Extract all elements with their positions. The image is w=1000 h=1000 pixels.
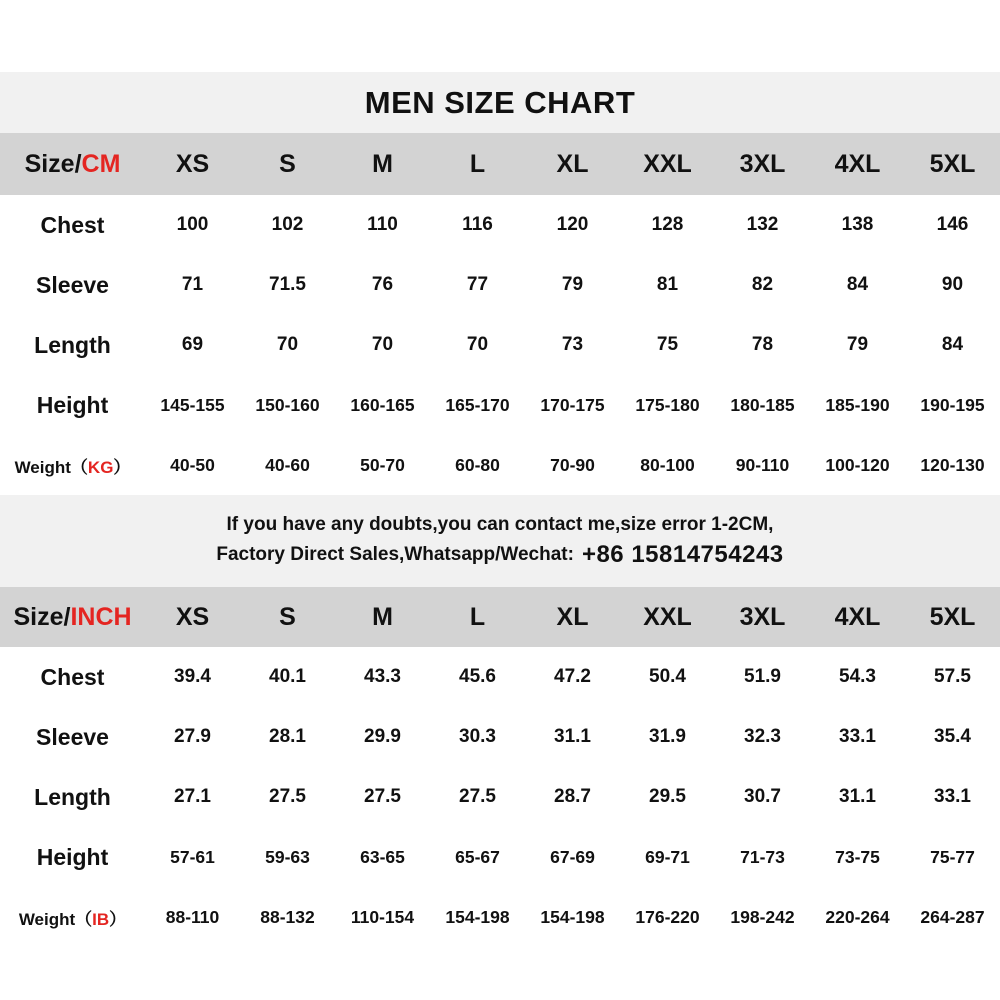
table-row-cm-length	[0, 315, 1000, 375]
weight-unit-kg: KG	[87, 457, 114, 477]
size-column-header: 5XL	[929, 149, 976, 178]
cell-value: 82	[751, 274, 774, 295]
size-column-header: M	[372, 149, 393, 178]
row-label: Chest	[40, 663, 105, 690]
page-title: MEN SIZE CHART	[364, 84, 636, 120]
cell-value: 29.5	[649, 786, 686, 807]
size-column-header: XXL	[643, 149, 692, 178]
table-row-cm-weight	[0, 435, 1000, 495]
cell-value: 71	[181, 274, 204, 295]
inch-header-label	[0, 603, 145, 632]
cell-value: 57-61	[170, 846, 215, 867]
cell-value: 84	[846, 274, 869, 295]
size-column-header: XL	[556, 602, 589, 631]
cell-value: 198-242	[730, 906, 795, 927]
cell-value: 70-90	[550, 454, 595, 475]
size-column-header: 5XL	[929, 602, 976, 631]
row-label	[0, 905, 145, 930]
cell-value: 39.4	[174, 666, 211, 687]
row-label: Length	[34, 783, 111, 810]
row-values	[145, 907, 1000, 928]
table-row-cm-sleeve	[0, 255, 1000, 315]
cell-value: 29.9	[364, 726, 401, 747]
cell-value: 110-154	[350, 906, 415, 927]
cell-value: 47.2	[554, 666, 591, 687]
size-column-header: 3XL	[739, 149, 786, 178]
cell-value: 65-67	[455, 846, 500, 867]
weight-label-suffix: ）	[113, 457, 131, 477]
cell-value: 69	[181, 334, 204, 355]
contact-note-band	[0, 495, 1000, 587]
cell-value: 63-65	[360, 846, 405, 867]
cell-value: 78	[751, 334, 774, 355]
row-label: Height	[36, 843, 109, 870]
size-column-header: XS	[175, 149, 210, 178]
row-values	[145, 334, 1000, 356]
table-row-cm-height	[0, 375, 1000, 435]
cell-value: 102	[271, 214, 304, 235]
size-column-header: L	[469, 149, 486, 178]
cell-value: 165-170	[445, 394, 510, 415]
cell-value: 70	[371, 334, 394, 355]
size-column-header: 4XL	[834, 602, 881, 631]
cell-value: 160-165	[350, 394, 415, 415]
weight-unit-ib: IB	[92, 909, 110, 929]
cell-value: 90-110	[735, 454, 790, 475]
row-values	[145, 786, 1000, 808]
cell-value: 33.1	[934, 786, 971, 807]
cell-value: 35.4	[934, 726, 971, 747]
cell-value: 264-287	[920, 906, 985, 927]
size-column-header: S	[279, 149, 296, 178]
cell-value: 90	[941, 274, 964, 295]
cell-value: 45.6	[459, 666, 496, 687]
cell-value: 88-132	[260, 906, 315, 927]
row-label: Length	[34, 331, 111, 358]
weight-label-suffix: ）	[109, 909, 127, 929]
cell-value: 73-75	[835, 846, 880, 867]
cell-value: 31.1	[839, 786, 876, 807]
cell-value: 40-50	[170, 454, 215, 475]
cell-value: 190-195	[920, 394, 985, 415]
cell-value: 81	[656, 274, 679, 295]
cell-value: 79	[561, 274, 584, 295]
cell-value: 59-63	[265, 846, 310, 867]
cell-value: 27.5	[269, 786, 306, 807]
cell-value: 75-77	[930, 846, 975, 867]
row-label: Sleeve	[36, 723, 109, 750]
cell-value: 154-198	[445, 906, 510, 927]
cell-value: 80-100	[640, 454, 695, 475]
cell-value: 88-110	[165, 906, 220, 927]
cell-value: 84	[941, 334, 964, 355]
row-values	[145, 847, 1000, 868]
inch-header-prefix: Size/	[13, 602, 71, 631]
row-values	[145, 395, 1000, 416]
row-label: Height	[36, 391, 109, 418]
cell-value: 150-160	[255, 394, 320, 415]
note-line-2	[216, 541, 783, 569]
cell-value: 40.1	[269, 666, 306, 687]
cell-value: 73	[561, 334, 584, 355]
row-label: Chest	[40, 211, 105, 238]
cell-value: 116	[462, 214, 493, 235]
cell-value: 32.3	[744, 726, 781, 747]
cell-value: 50.4	[649, 666, 686, 687]
cell-value: 110	[367, 214, 398, 235]
title-band	[0, 72, 1000, 133]
cell-value: 51.9	[744, 666, 781, 687]
cell-value: 27.5	[459, 786, 496, 807]
cell-value: 176-220	[635, 906, 700, 927]
cell-value: 69-71	[645, 846, 690, 867]
table-row-inch-weight	[0, 887, 1000, 947]
cell-value: 100-120	[825, 454, 890, 475]
table-row-inch-height	[0, 827, 1000, 887]
inch-header-unit: INCH	[70, 602, 132, 631]
cell-value: 50-70	[360, 454, 405, 475]
row-values	[145, 726, 1000, 748]
row-values	[145, 214, 1000, 236]
contact-phone-number: +86 15814754243	[581, 540, 784, 568]
table-row-inch-chest	[0, 647, 1000, 707]
cell-value: 170-175	[540, 394, 605, 415]
table-row-inch-length	[0, 767, 1000, 827]
cell-value: 75	[656, 334, 679, 355]
cell-value: 33.1	[839, 726, 876, 747]
size-column-header: L	[469, 602, 486, 631]
cell-value: 27.9	[174, 726, 211, 747]
cell-value: 76	[371, 274, 394, 295]
inch-header-row	[0, 587, 1000, 647]
note-line-2-prefix: Factory Direct Sales,Whatsapp/Wechat:	[216, 543, 574, 565]
cell-value: 27.1	[174, 786, 211, 807]
note-line-1: If you have any doubts,you can contact me,size error 1-2CM,	[226, 513, 774, 535]
cell-value: 146	[936, 214, 969, 235]
cell-value: 28.1	[269, 726, 306, 747]
table-row-inch-sleeve	[0, 707, 1000, 767]
cm-size-columns	[145, 150, 1000, 179]
row-values	[145, 455, 1000, 476]
cell-value: 54.3	[839, 666, 876, 687]
cm-header-label	[0, 150, 145, 179]
size-column-header: 4XL	[834, 149, 881, 178]
cm-header-row	[0, 133, 1000, 195]
cell-value: 138	[841, 214, 874, 235]
cell-value: 100	[176, 214, 209, 235]
cell-value: 31.9	[649, 726, 686, 747]
weight-label-prefix: Weight（	[14, 457, 88, 477]
cell-value: 79	[846, 334, 869, 355]
table-row-cm-chest	[0, 195, 1000, 255]
row-values	[145, 666, 1000, 688]
cell-value: 28.7	[554, 786, 591, 807]
cell-value: 175-180	[635, 394, 700, 415]
cell-value: 145-155	[160, 394, 225, 415]
cell-value: 60-80	[455, 454, 500, 475]
size-column-header: XL	[556, 149, 589, 178]
inch-size-columns	[145, 603, 1000, 632]
cm-header-prefix: Size/	[24, 149, 82, 178]
cell-value: 27.5	[364, 786, 401, 807]
cell-value: 220-264	[825, 906, 890, 927]
size-column-header: S	[279, 602, 296, 631]
cell-value: 154-198	[540, 906, 605, 927]
row-values	[145, 274, 1000, 296]
cell-value: 70	[466, 334, 489, 355]
cell-value: 128	[651, 214, 684, 235]
cm-header-unit: CM	[81, 149, 121, 178]
cell-value: 57.5	[934, 666, 971, 687]
size-column-header: XS	[175, 602, 210, 631]
cell-value: 30.7	[744, 786, 781, 807]
cell-value: 71-73	[740, 846, 785, 867]
cell-value: 43.3	[364, 666, 401, 687]
size-column-header: XXL	[643, 602, 692, 631]
cell-value: 31.1	[554, 726, 591, 747]
cell-value: 180-185	[730, 394, 795, 415]
size-column-header: 3XL	[739, 602, 786, 631]
cell-value: 132	[746, 214, 779, 235]
cell-value: 77	[466, 274, 489, 295]
cell-value: 40-60	[265, 454, 310, 475]
cell-value: 30.3	[459, 726, 496, 747]
cell-value: 120	[556, 214, 589, 235]
cell-value: 120-130	[920, 454, 985, 475]
size-column-header: M	[372, 602, 393, 631]
cell-value: 67-69	[550, 846, 595, 867]
cell-value: 70	[276, 334, 299, 355]
cell-value: 185-190	[825, 394, 890, 415]
row-label	[0, 453, 145, 478]
weight-label-prefix: Weight（	[18, 909, 93, 929]
cell-value: 71.5	[269, 274, 306, 295]
row-label: Sleeve	[36, 271, 109, 298]
